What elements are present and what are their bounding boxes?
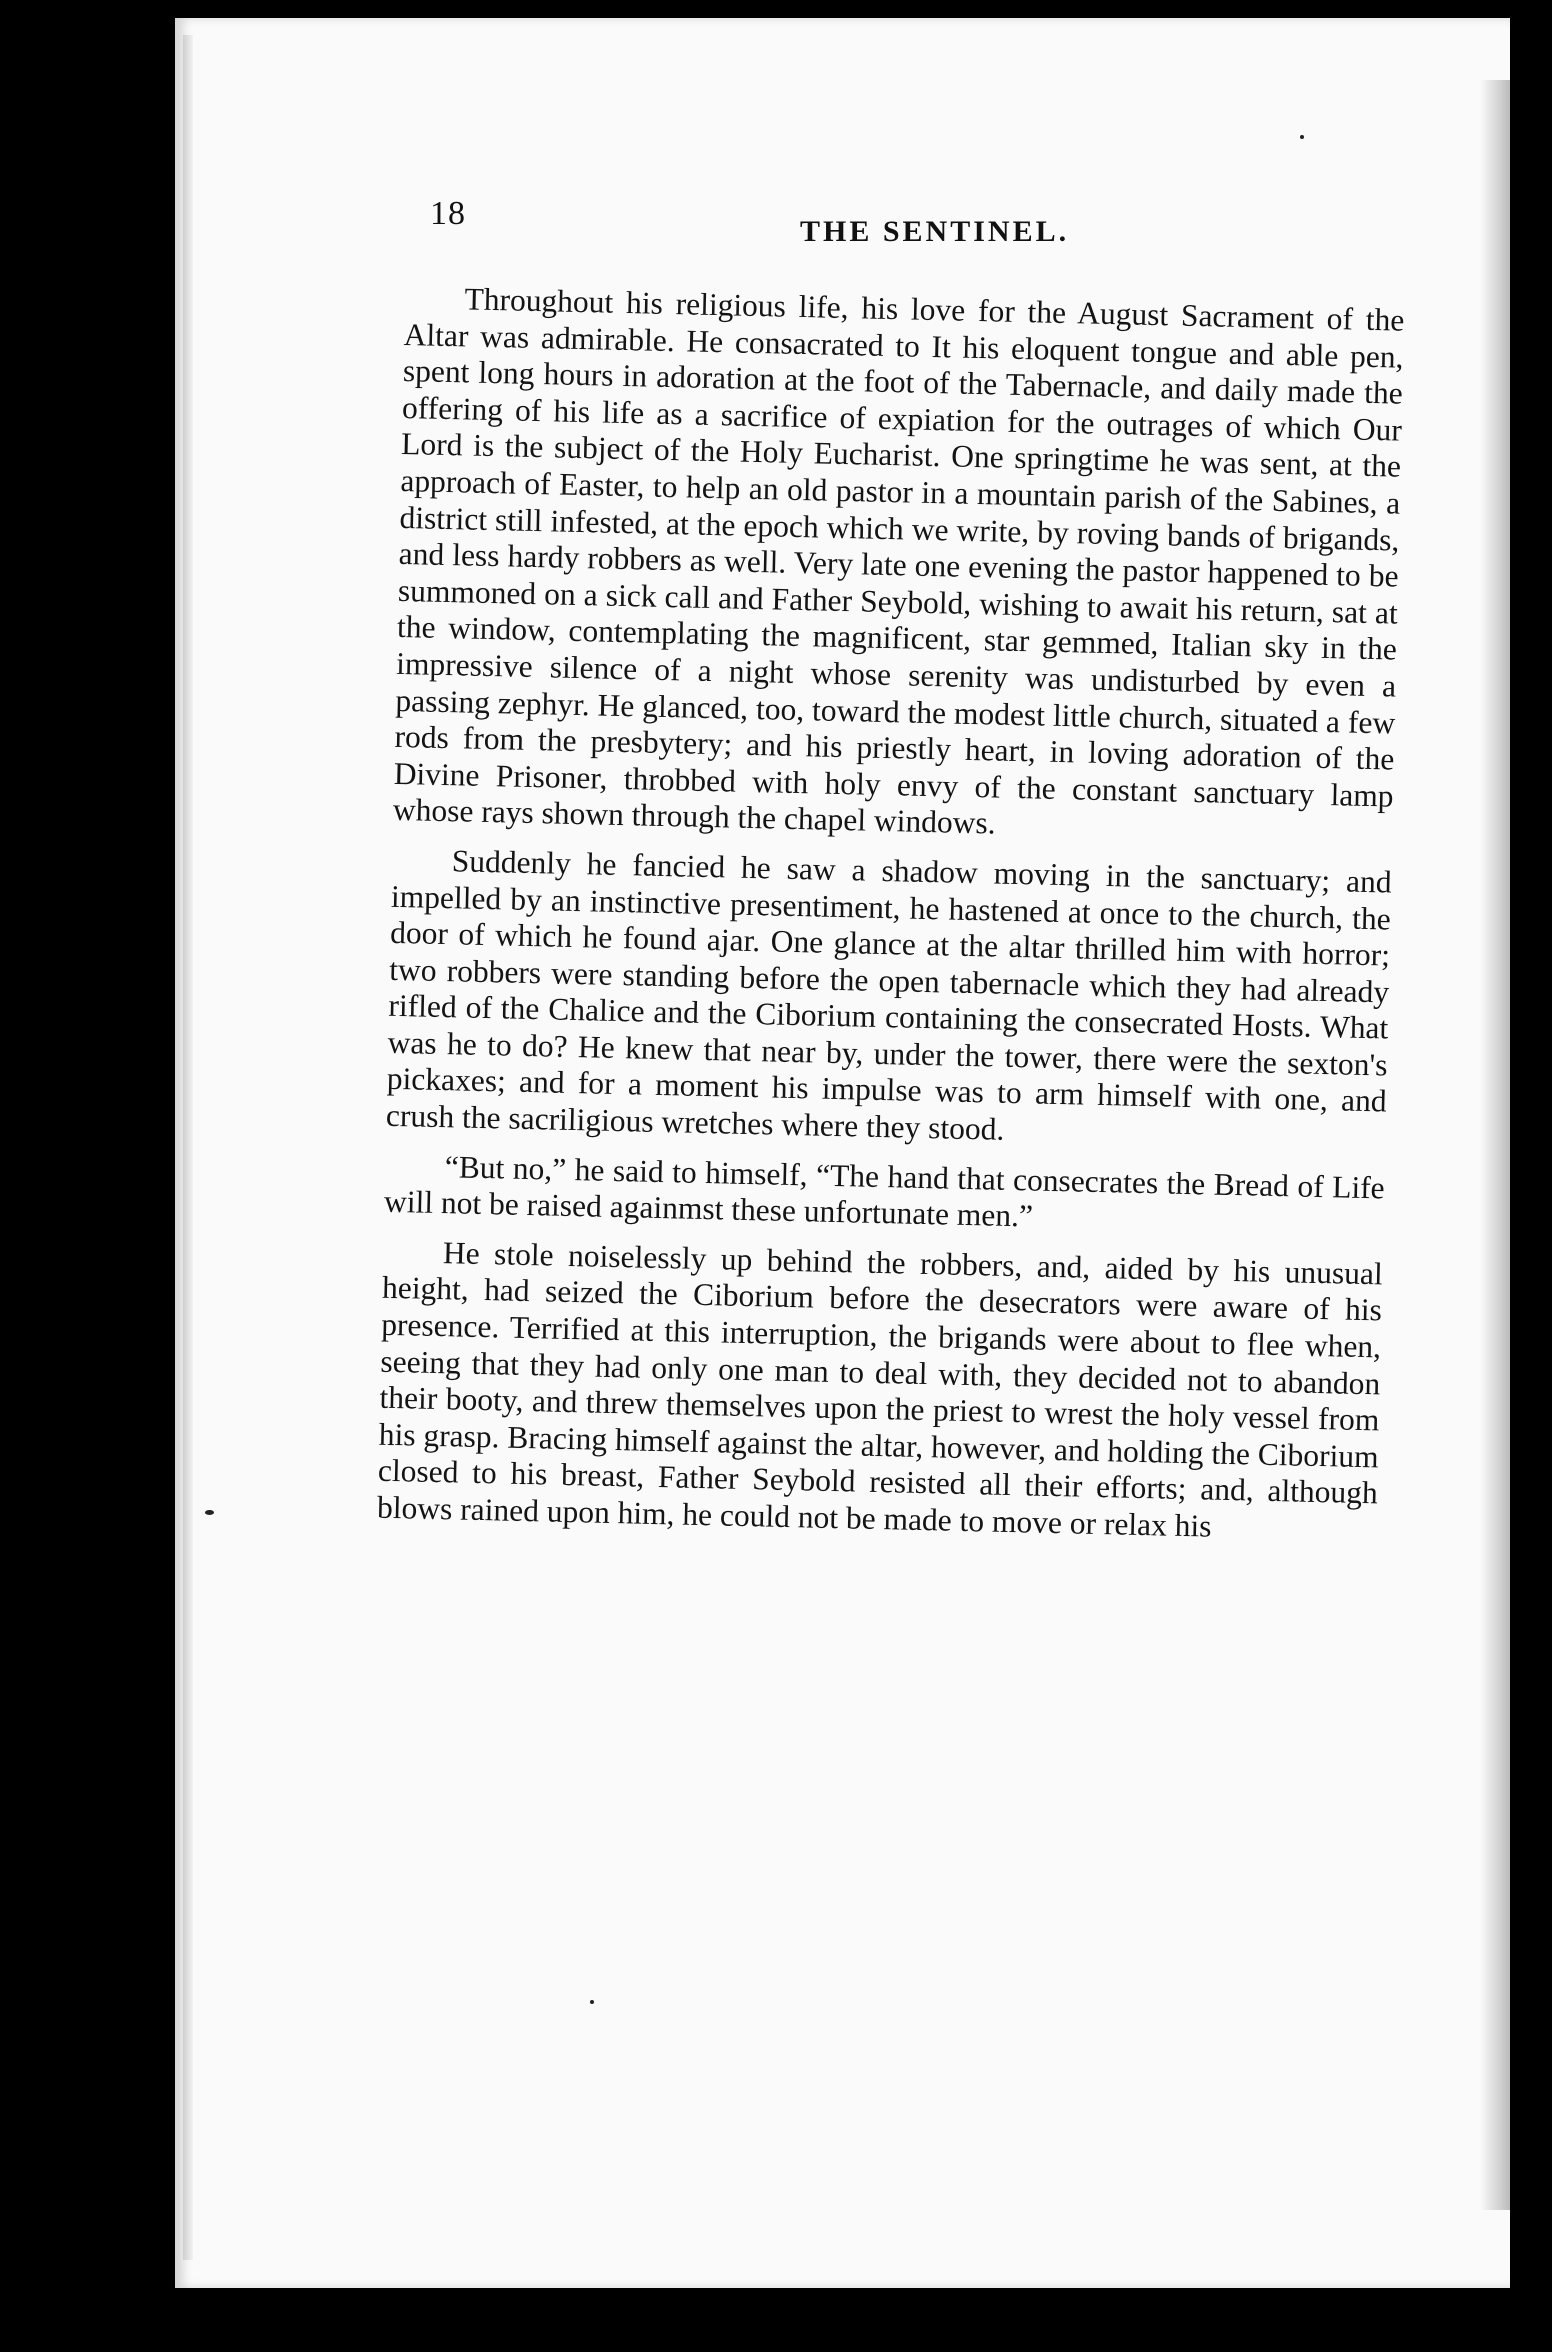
page-shadow [1480,80,1510,2210]
running-title: THE SENTINEL. [800,215,1070,248]
margin-speck [1300,135,1304,139]
margin-speck [590,2000,594,2004]
paragraph: “But no,” he said to himself, “The hand that consecrates the Bread of Life will not be raised againmst these unfortunate men.” [383,1148,1386,1234]
page-binding-edge [183,35,193,2260]
paragraph: Throughout his religious life, his love for the August Sacrament of the Altar was admirable. He consacrated to It his eloquent tongue and able pen, spent long hours in adoration at the foot of the Tabernacle, and daily made the offering of his life as a sacrifice of expiation for the outrages of which Our Lord is the subject of the Holy Eucharist. One springtime he was sent, at the approach of Easter, to help an old pastor in a mountain parish of the Sabines, a district still infested, at the epoch which we write, by roving bands of brigands, and less hardy robbers as well. Very late one evening the pastor happened to be summoned on a sick call and Father Seybold, wishing to await his return, sat at the window, contemplating the magnificent, star gemmed, Italian sky in the impressive silence of a night whose serenity was undisturbed by even a passing zephyr. He glanced, too, toward the modest little church, situated a few rods from the presbytery; and his priestly heart, in loving adoration of the Divine Prisoner, throbbed with holy envy of the constant sanctuary lamp whose rays shown through the chapel windows. [392,281,1405,841]
margin-speck [205,1510,214,1515]
page-number: 18 [430,195,466,232]
body-text [377,280,1405,1549]
paragraph: He stole noiselessly up behind the robbers, and, aided by his unusual height, had seized the Ciborium before the desecrators were aware of his presence. Terrified at this interruption, the brigands were about to flee when, seeing that they had only one man to deal with, they decided not to abandon their booty, and threw themselves upon the priest to wrest the holy vessel from his grasp. Bracing himself against the altar, however, and holding the Ciborium closed to his breast, Father Seybold resisted all their efforts; and, although blows rained upon him, he could not be made to move or relax his [376,1234,1384,1544]
paragraph: Suddenly he fancied he saw a shadow moving in the sanctuary; and impelled by an instinctive presentiment, he hastened at once to the church, the door of which he found ajar. One glance at the altar thrilled him with horror; two robbers were standing before the open tabernacle which they had already rifled of the Chalice and the Ciborium containing the consecrated Hosts. What was he to do? He knew that near by, under the tower, there were the sexton's pickaxes; and for a moment his impulse was to arm himself with one, and crush the sacriligious wretches where they stood. [385,843,1392,1147]
